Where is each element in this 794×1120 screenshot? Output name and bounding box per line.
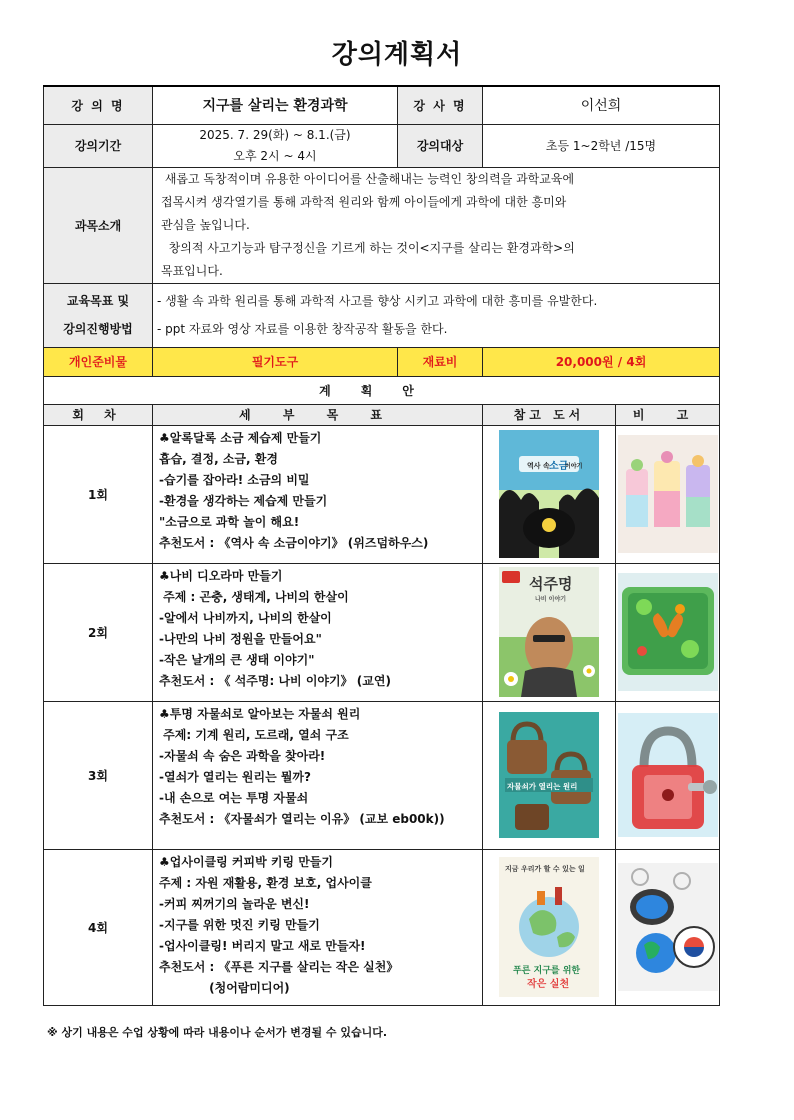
goal-line: 주제 : 곤충, 생태계, 나비의 한살이: [159, 589, 349, 604]
footnote: ※ 상기 내용은 수업 상황에 따라 내용이나 순서가 변경될 수 있습니다.: [47, 1026, 388, 1039]
plan-heading-row: [44, 376, 720, 404]
book-cover-cell: [483, 563, 616, 701]
photo-cell: [616, 849, 720, 1005]
intro-line: 창의적 사고기능과 탐구정신을 기르게 하는 것이<지구를 살리는 환경과학>의: [161, 240, 575, 255]
course-info-row: [44, 86, 720, 124]
intro-text: [153, 167, 720, 283]
goals-text: [153, 283, 720, 347]
session-goals: [153, 563, 483, 701]
goal-line: "소금으로 과학 놀이 해요!: [159, 514, 300, 529]
goals-row: [44, 283, 720, 347]
photo-cell: [616, 701, 720, 849]
plan-heading: 계획안: [44, 376, 720, 404]
instructor-label: 강 사 명: [398, 86, 483, 124]
goal-line: -환경을 생각하는 제습제 만들기: [159, 493, 328, 508]
session-row: [44, 701, 720, 849]
lecture-plan-table: [43, 85, 720, 1006]
goal-line: -나만의 나비 정원을 만들어요": [159, 631, 322, 646]
earth-book-cover-image: [499, 857, 599, 997]
goal-line: 추천도서 : 《 석주명: 나비 이야기》 (교연): [159, 673, 391, 688]
book-title: 푸른 지구를 위한: [513, 966, 581, 976]
supplies-row: [44, 347, 720, 376]
goal-line: 추천도서 : 《자물쇠가 열리는 이유》 (교보 eb00k)): [159, 811, 445, 826]
fee-value: 20,000원 / 4회: [483, 347, 720, 376]
goal-line: -커피 찌꺼기의 놀라운 변신!: [159, 896, 310, 911]
goals-label: [44, 283, 153, 347]
goal-line: -지구를 위한 멋진 키링 만들기: [159, 917, 320, 932]
target-label: 강의대상: [398, 124, 483, 167]
goal-line: - ppt 자료와 영상 자료를 이용한 창작공작 활동을 한다.: [157, 322, 448, 336]
session-row: [44, 849, 720, 1005]
period-row: [44, 124, 720, 167]
book-cover-cell: [483, 425, 616, 563]
goal-line: - 생활 속 과학 원리를 통해 과학적 사고를 향상 시키고 과학에 대한 흥미를 유발한다.: [157, 294, 598, 308]
goal-line: ♣투명 자물쇠로 알아보는 자물쇠 원리: [159, 706, 361, 721]
goal-line: ♣알록달록 소금 제습제 만들기: [159, 430, 322, 445]
col-goals: 세 부 목 표: [153, 404, 483, 425]
session-goals: [153, 701, 483, 849]
book-title: 소금: [549, 461, 569, 472]
book-title-2: 작은 실천: [527, 979, 570, 990]
supplies-value: 필기도구: [153, 347, 398, 376]
goal-line: 추천도서 : 《역사 속 소금이야기》 (위즈덤하우스): [159, 535, 429, 550]
butterfly-book-cover-image: [499, 567, 599, 697]
book-title-small: 역사 속: [527, 462, 550, 470]
intro-line: 목표입니다.: [161, 263, 223, 278]
butterfly-diorama-photo: [618, 573, 718, 691]
goal-line: -업사이클링! 버리지 말고 새로 만들자!: [159, 938, 366, 953]
goal-line: 주제: 기계 원리, 도르래, 열쇠 구조: [159, 727, 349, 742]
intro-line: 새롭고 독창적이며 유용한 아이디어를 산출해내는 능력인 창의력을 과학교육에: [161, 171, 575, 186]
intro-line: 관심을 높입니다.: [161, 217, 250, 232]
goal-line: -작은 날개의 큰 생태 이야기": [159, 652, 315, 667]
course-name: 지구를 살리는 환경과학: [153, 86, 398, 124]
course-name-label: 강 의 명: [44, 86, 153, 124]
goal-line: 흡습, 결정, 소금, 환경: [159, 451, 278, 466]
goal-line: -내 손으로 여는 투명 자물쇠: [159, 790, 309, 805]
book-title: 자물쇠가 열리는 원리: [507, 782, 578, 791]
intro-label: 과목소개: [44, 167, 153, 283]
session-goals: [153, 425, 483, 563]
session-row: [44, 563, 720, 701]
period-dates: 2025. 7. 29(화) ~ 8.1.(금): [199, 127, 351, 142]
goal-line: 추천도서 : 《푸른 지구를 살리는 작은 실천》: [159, 959, 399, 974]
page-title: 강의계획서: [331, 40, 463, 70]
supplies-label: 개인준비물: [44, 347, 153, 376]
book-title-suffix: 이야기: [565, 463, 583, 470]
session-number: 2회: [44, 563, 153, 701]
goal-line: -알에서 나비까지, 나비의 한살이: [159, 610, 332, 625]
goal-label: 교육목표 및: [66, 294, 130, 308]
goal-line: -습기를 잡아라! 소금의 비밀: [159, 472, 310, 487]
col-book: 참고 도서: [483, 404, 616, 425]
intro-row: [44, 167, 720, 283]
lock-book-cover-image: [499, 712, 599, 838]
period-label: 강의기간: [44, 124, 153, 167]
book-cover-cell: [483, 849, 616, 1005]
book-subtitle: 나비 이야기: [535, 596, 567, 603]
goal-line: -자물쇠 속 숨은 과학을 찾아라!: [159, 748, 326, 763]
goal-line: 주제 : 자원 재활용, 환경 보호, 업사이클: [159, 875, 372, 890]
goal-line: ♣나비 디오라마 만들기: [159, 568, 283, 583]
target-value: 초등 1~2학년 /15명: [483, 124, 720, 167]
col-note: 비 고: [616, 404, 720, 425]
photo-cell: [616, 425, 720, 563]
goal-line: (청어람미디어): [159, 980, 290, 995]
fee-label: 재료비: [398, 347, 483, 376]
book-title: 석주명: [529, 575, 573, 593]
coffee-keyring-photo: [618, 863, 718, 991]
goal-line: -열쇠가 열리는 원리는 뭘까?: [159, 769, 311, 784]
method-label: 강의진행방법: [63, 322, 133, 336]
salt-book-cover-image: [499, 430, 599, 558]
instructor-name: 이선희: [483, 86, 720, 124]
photo-cell: [616, 563, 720, 701]
session-row: [44, 425, 720, 563]
session-number: 1회: [44, 425, 153, 563]
book-cover-cell: [483, 701, 616, 849]
salt-dehumidifier-photo: [618, 435, 718, 553]
session-goals: [153, 849, 483, 1005]
period-value: [153, 124, 398, 167]
session-number: 4회: [44, 849, 153, 1005]
transparent-lock-photo: [618, 713, 718, 837]
period-time: 오후 2시 ~ 4시: [233, 148, 317, 163]
book-title-top: 지금 우리가 할 수 있는 일: [505, 865, 585, 873]
intro-line: 접목시켜 생각열기를 통해 과학적 원리와 함께 아이들에게 과학에 대한 흥미와: [161, 194, 567, 209]
goal-line: ♣업사이클링 커피박 키링 만들기: [159, 854, 333, 869]
plan-column-header-row: [44, 404, 720, 425]
session-number: 3회: [44, 701, 153, 849]
col-session: 회 차: [44, 404, 153, 425]
